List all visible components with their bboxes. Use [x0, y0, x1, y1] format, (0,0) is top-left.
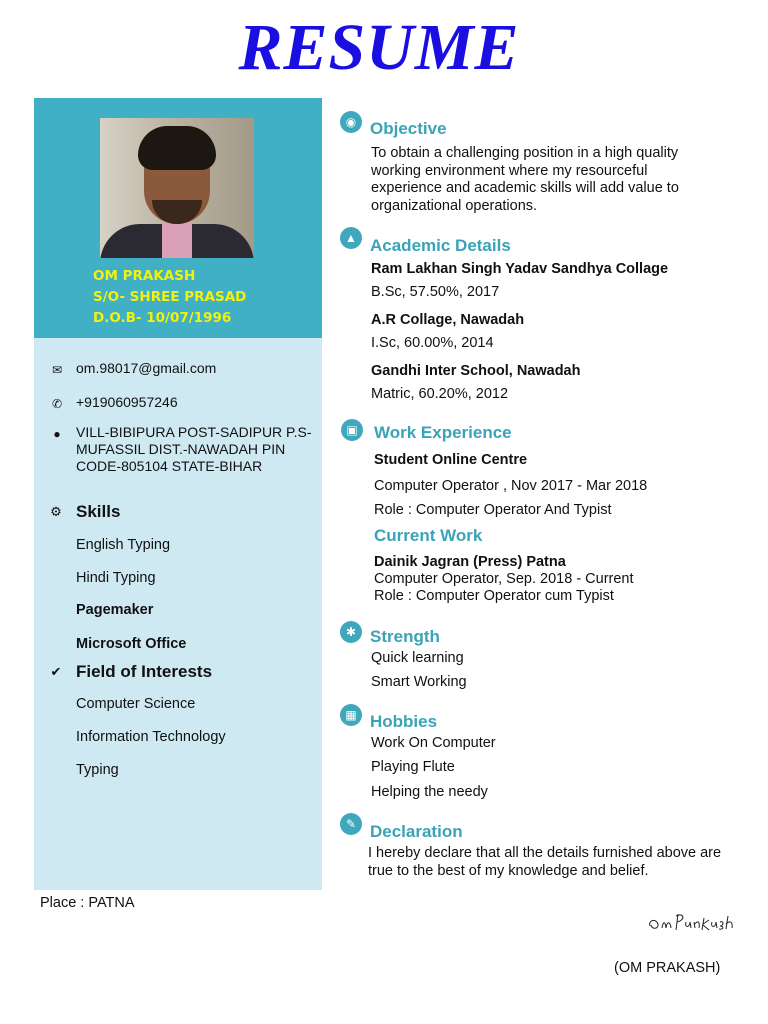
- academic-detail: I.Sc, 60.00%, 2014: [371, 335, 494, 351]
- work-period: Computer Operator , Nov 2017 - Mar 2018: [374, 478, 648, 494]
- interest-item: Typing: [76, 762, 119, 778]
- signature-name: (OM PRAKASH): [614, 960, 721, 976]
- running-person-icon: ✱: [340, 621, 362, 643]
- pencil-icon: ✎: [340, 813, 362, 835]
- current-work-heading: Current Work: [374, 526, 483, 545]
- sidebar-header: [34, 98, 322, 258]
- profile-name: OM PRAKASH: [93, 268, 196, 284]
- academic-detail: B.Sc, 57.50%, 2017: [371, 284, 500, 300]
- academic-institution: Gandhi Inter School, Nawadah: [371, 363, 581, 379]
- academic-institution: Ram Lakhan Singh Yadav Sandhya Collage: [371, 261, 669, 277]
- briefcase-icon: ▣: [341, 419, 363, 441]
- profile-parent: S/O- SHREE PRASAD: [93, 289, 247, 305]
- graduation-cap-icon: ▲: [340, 227, 362, 249]
- objective-heading: Objective: [370, 119, 447, 138]
- phone-icon: ✆: [51, 397, 63, 411]
- skills-heading: ⚙ Skills: [76, 502, 120, 522]
- profile-photo: [100, 118, 254, 258]
- declaration-text: I hereby declare that all the details furnished above are true to the best of my knowledge and belief.: [368, 845, 722, 879]
- envelope-icon: ✉: [51, 363, 63, 377]
- skill-item: Pagemaker: [76, 602, 154, 618]
- name-band: [34, 258, 322, 338]
- resume-title: RESUME: [238, 11, 520, 84]
- work-heading: Work Experience: [374, 423, 512, 442]
- hobby-item: Helping the needy: [371, 784, 488, 800]
- current-work-role: Role : Computer Operator cum Typist: [374, 588, 614, 604]
- current-work-company: Dainik Jagran (Press) Patna: [374, 554, 566, 570]
- email-text: om.98017@gmail.com: [76, 360, 217, 376]
- place-text: Place : PATNA: [40, 895, 135, 911]
- skill-item: Hindi Typing: [76, 570, 156, 586]
- location-pin-icon: ●: [53, 427, 61, 441]
- academic-detail: Matric, 60.20%, 2012: [371, 386, 509, 402]
- declaration-heading: Declaration: [370, 822, 463, 841]
- work-company: Student Online Centre: [374, 452, 528, 468]
- skill-item: English Typing: [76, 537, 171, 553]
- puzzle-icon: ▦: [340, 704, 362, 726]
- objective-text: To obtain a challenging position in a high quality working environment where my resourceful experience and academic skills will add value to organizational operations.: [371, 145, 679, 214]
- skill-item: Microsoft Office: [76, 636, 187, 652]
- profile-dob: D.O.B- 10/07/1996: [93, 310, 232, 326]
- address-text: VILL-BIBIPURA POST-SADIPUR P.S-MUFASSIL DIST.-NAWADAH PIN CODE-805104 STATE-BIHAR: [76, 424, 312, 474]
- strength-item: Quick learning: [371, 650, 464, 666]
- sidebar: [34, 98, 322, 890]
- hobby-item: Playing Flute: [371, 759, 455, 775]
- work-role: Role : Computer Operator And Typist: [374, 502, 612, 518]
- academic-institution: A.R Collage, Nawadah: [371, 312, 525, 328]
- hobbies-heading: Hobbies: [370, 712, 438, 731]
- strength-heading: Strength: [370, 627, 440, 646]
- hobby-item: Work On Computer: [371, 735, 496, 751]
- phone-text: +919060957246: [76, 394, 178, 410]
- strength-item: Smart Working: [371, 674, 467, 690]
- signature-image: [646, 908, 736, 938]
- target-person-icon: ◉: [340, 111, 362, 133]
- interest-item: Information Technology: [76, 729, 226, 745]
- academic-heading: Academic Details: [370, 236, 511, 255]
- interest-item: Computer Science: [76, 696, 196, 712]
- interests-heading: ✔ Field of Interests: [76, 662, 212, 682]
- current-work-period: Computer Operator, Sep. 2018 - Current: [374, 571, 634, 587]
- gear-icon: ⚙: [50, 504, 62, 519]
- thumbs-up-icon: ✔: [50, 664, 62, 679]
